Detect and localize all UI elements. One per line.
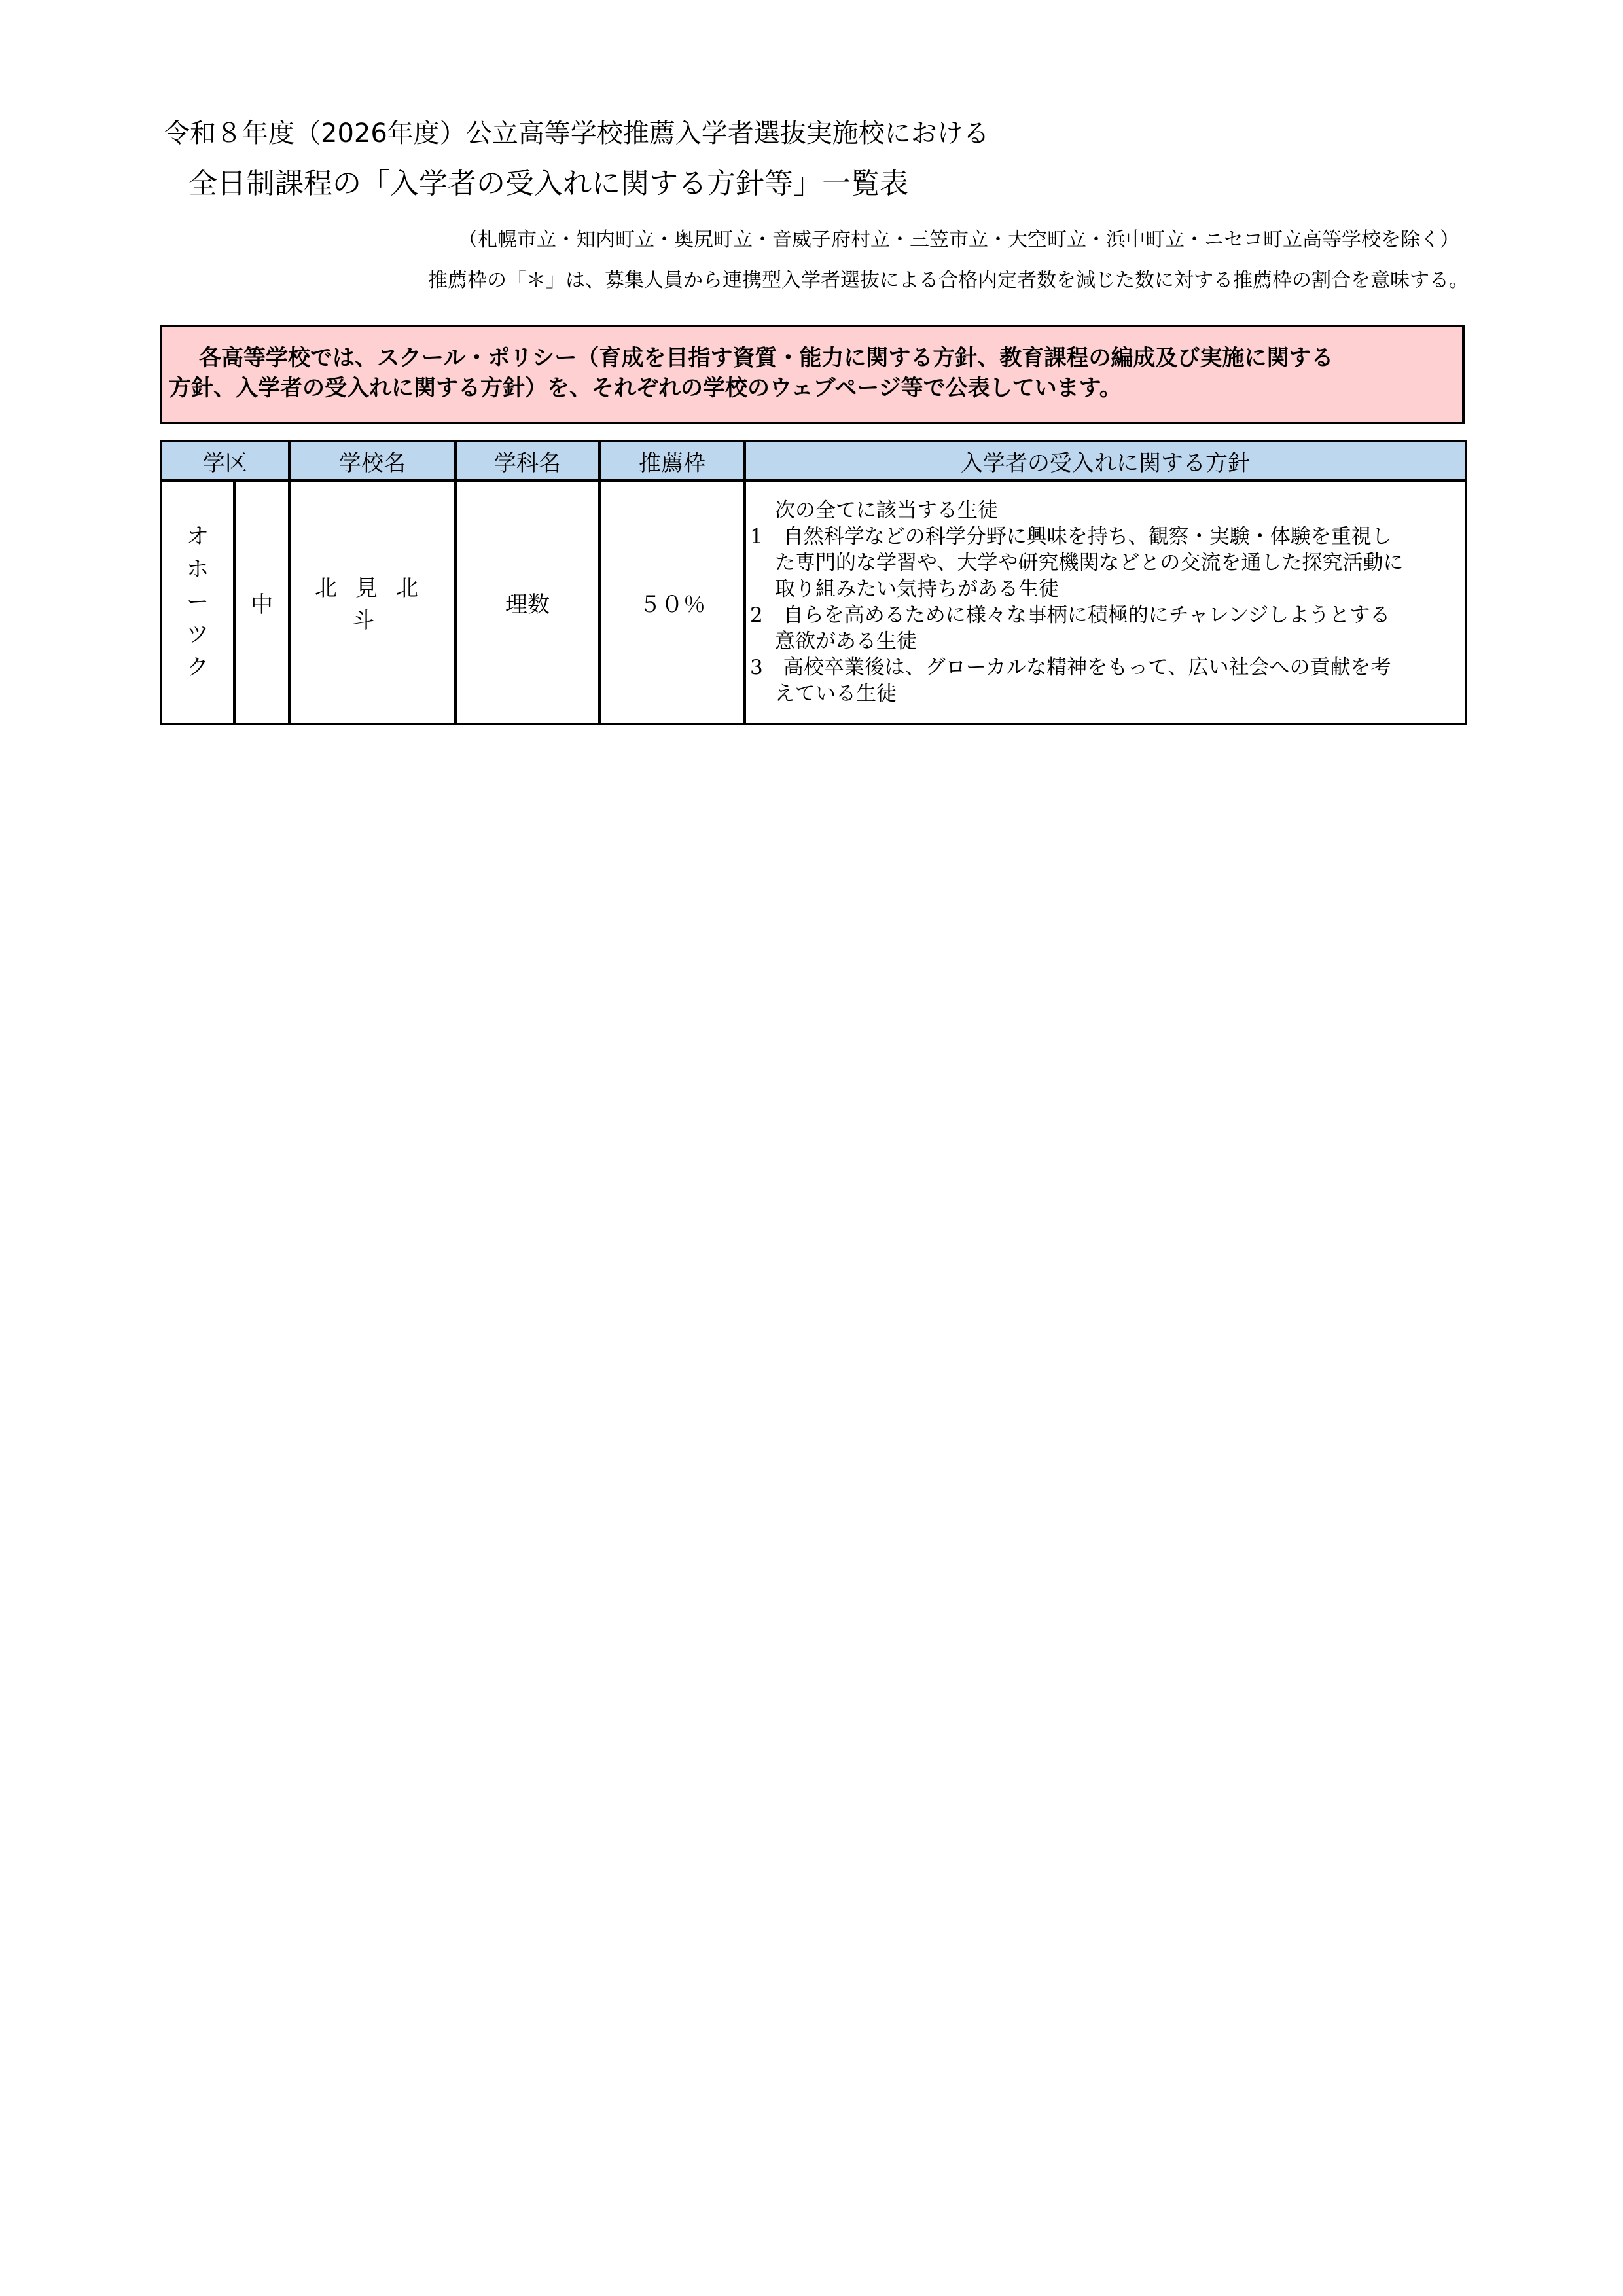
policy-line: 3 高校卒業後は、グローカルな精神をもって、広い社会への貢献を考 (750, 656, 1391, 679)
district-vertical-text (187, 520, 209, 684)
notice-line1: 各高等学校では、スクール・ポリシー（育成を目指す資質・能力に関する方針、教育課程の編成及び実施に関する (199, 345, 1334, 371)
header-policy: 入学者の受入れに関する方針 (745, 441, 1466, 480)
policy-notice-box (160, 325, 1465, 424)
district-char: ホ (187, 556, 209, 583)
district-char: オ (187, 524, 209, 550)
admission-policy-table (160, 440, 1467, 725)
school-name-cell (289, 480, 455, 724)
sub-district-cell: 中 (234, 480, 289, 724)
policy-line: た専門的な学習や、大学や研究機関などとの交流を通した探究活動に (775, 551, 1404, 575)
exclusion-note: （札幌市立・知内町立・奥尻町立・音威子府村立・三笠市立・大空町立・浜中町立・ニセコ町立高等学校を除く） (458, 228, 1459, 251)
policy-line: 2 自らを高めるために様々な事柄に積極的にチャレンジしようとする (750, 603, 1391, 627)
asterisk-note: 推薦枠の「＊」は、募集人員から連携型入学者選抜による合格内定者数を減じた数に対する推薦枠の割合を意味する。 (428, 269, 1469, 292)
header-quota: 推薦枠 (599, 441, 745, 480)
policy-line: 次の全てに該当する生徒 (775, 499, 998, 522)
document-title-line1: 令和８年度（2026年度）公立高等学校推薦入学者選抜実施校における (164, 118, 990, 149)
table-header-row (161, 441, 1466, 480)
district-cell (161, 480, 234, 724)
notice-line2-emphasis: それぞれの学校のウェブページ等で公表 (592, 375, 990, 401)
school-name: 北見北斗 (315, 575, 437, 634)
header-school: 学校名 (289, 441, 455, 480)
notice-line2-prefix: 方針、入学者の受入れに関する方針）を、 (169, 375, 592, 401)
header-district: 学区 (161, 441, 289, 480)
notice-line2-suffix: しています。 (990, 375, 1122, 401)
header-department: 学科名 (455, 441, 599, 480)
policy-line: 意欲がある生徒 (775, 630, 917, 653)
policy-line: 取り組みたい気持ちがある生徒 (775, 577, 1059, 601)
document-title-line2: 全日制課程の「入学者の受入れに関する方針等」一覧表 (188, 167, 908, 200)
district-char: ツ (187, 622, 209, 648)
district-char: ク (187, 655, 209, 681)
department-cell: 理数 (455, 480, 599, 724)
policy-cell (745, 480, 1466, 724)
table-row (161, 480, 1466, 724)
policy-line: 1 自然科学などの科学分野に興味を持ち、観察・実験・体験を重視し (750, 525, 1392, 548)
district-char: ー (187, 589, 209, 615)
quota-cell: ５０％ (599, 480, 745, 724)
policy-line: えている生徒 (775, 682, 897, 706)
